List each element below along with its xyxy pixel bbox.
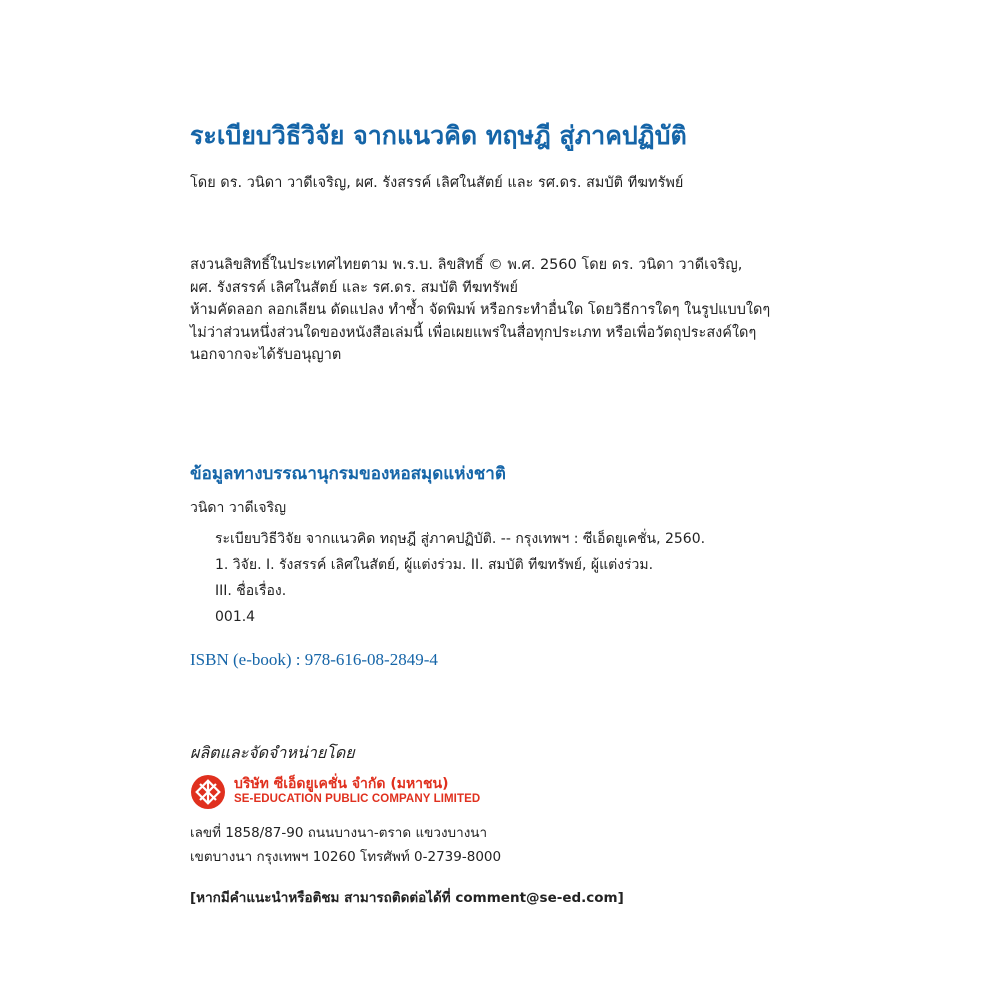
copyright-line: ผศ. รังสรรค์ เลิศในสัตย์ และ รศ.ดร. สมบัติ ทีฆทรัพย์ <box>190 279 518 296</box>
address-line: เขตบางนา กรุงเทพฯ 10260 โทรศัพท์ 0-2739-8000 <box>190 849 502 865</box>
comment-contact: [หากมีคำแนะนำหรือติชม สามารถติดต่อได้ที่ comment@se-ed.com] <box>190 890 624 906</box>
cip-record <box>215 526 705 630</box>
copyright-notice <box>190 254 770 367</box>
copyright-line: นอกจากจะได้รับอนุญาต <box>190 347 342 363</box>
isbn: ISBN (e-book) : 978-616-08-2849-4 <box>190 650 438 669</box>
publisher-address <box>190 821 501 869</box>
copyright-line: ห้ามคัดลอก ลอกเลียน ดัดแปลง ทำซ้ำ จัดพิมพ์ หรือกระทำอื่นใด โดยวิธีการใดๆ ในรูปแบบใดๆ <box>190 302 771 318</box>
authors-line: โดย ดร. วนิดา วาดีเจริญ, ผศ. รังสรรค์ เลิศในสัตย์ และ รศ.ดร. สมบัติ ทีฆทรัพย์ <box>190 175 684 191</box>
se-ed-logo-icon <box>190 774 226 810</box>
address-line: เลขที่ 1858/87-90 ถนนบางนา-ตราด แขวงบางนา <box>190 825 488 841</box>
copyright-line: ไม่ว่าส่วนหนึ่งส่วนใดของหนังสือเล่มนี้ เพื่อเผยแพร่ในสื่อทุกประเภท หรือเพื่อวัตถุประสงค์ใดๆ <box>190 324 757 341</box>
publisher-name-th: บริษัท ซีเอ็ดยูเคชั่น จำกัด (มหาชน) <box>234 776 449 792</box>
cip-heading: ข้อมูลทางบรรณานุกรมของหอสมุดแห่งชาติ <box>190 464 506 484</box>
cip-line: III. ชื่อเรื่อง. <box>215 583 287 599</box>
cip-author: วนิดา วาดีเจริญ <box>190 500 287 516</box>
distributed-by-label: ผลิตและจัดจำหน่ายโดย <box>190 743 355 762</box>
publisher-logo <box>190 772 520 812</box>
book-title: ระเบียบวิธีวิจัย จากแนวคิด ทฤษฎี สู่ภาคปฏิบัติ <box>190 121 687 150</box>
publisher-name-en: SE-EDUCATION PUBLIC COMPANY LIMITED <box>234 793 481 805</box>
cip-line: ระเบียบวิธีวิจัย จากแนวคิด ทฤษฎี สู่ภาคปฏิบัติ. -- กรุงเทพฯ : ซีเอ็ดยูเคชั่น, 2560. <box>215 531 706 547</box>
copyright-line: สงวนลิขสิทธิ์ในประเทศไทยตาม พ.ร.บ. ลิขสิทธิ์ © พ.ศ. 2560 โดย ดร. วนิดา วาดีเจริญ, <box>190 257 743 273</box>
cip-line: 1. วิจัย. I. รังสรรค์ เลิศในสัตย์, ผู้แต่งร่วม. II. สมบัติ ทีฆทรัพย์, ผู้แต่งร่วม. <box>215 557 654 573</box>
cip-line: 001.4 <box>215 609 256 625</box>
